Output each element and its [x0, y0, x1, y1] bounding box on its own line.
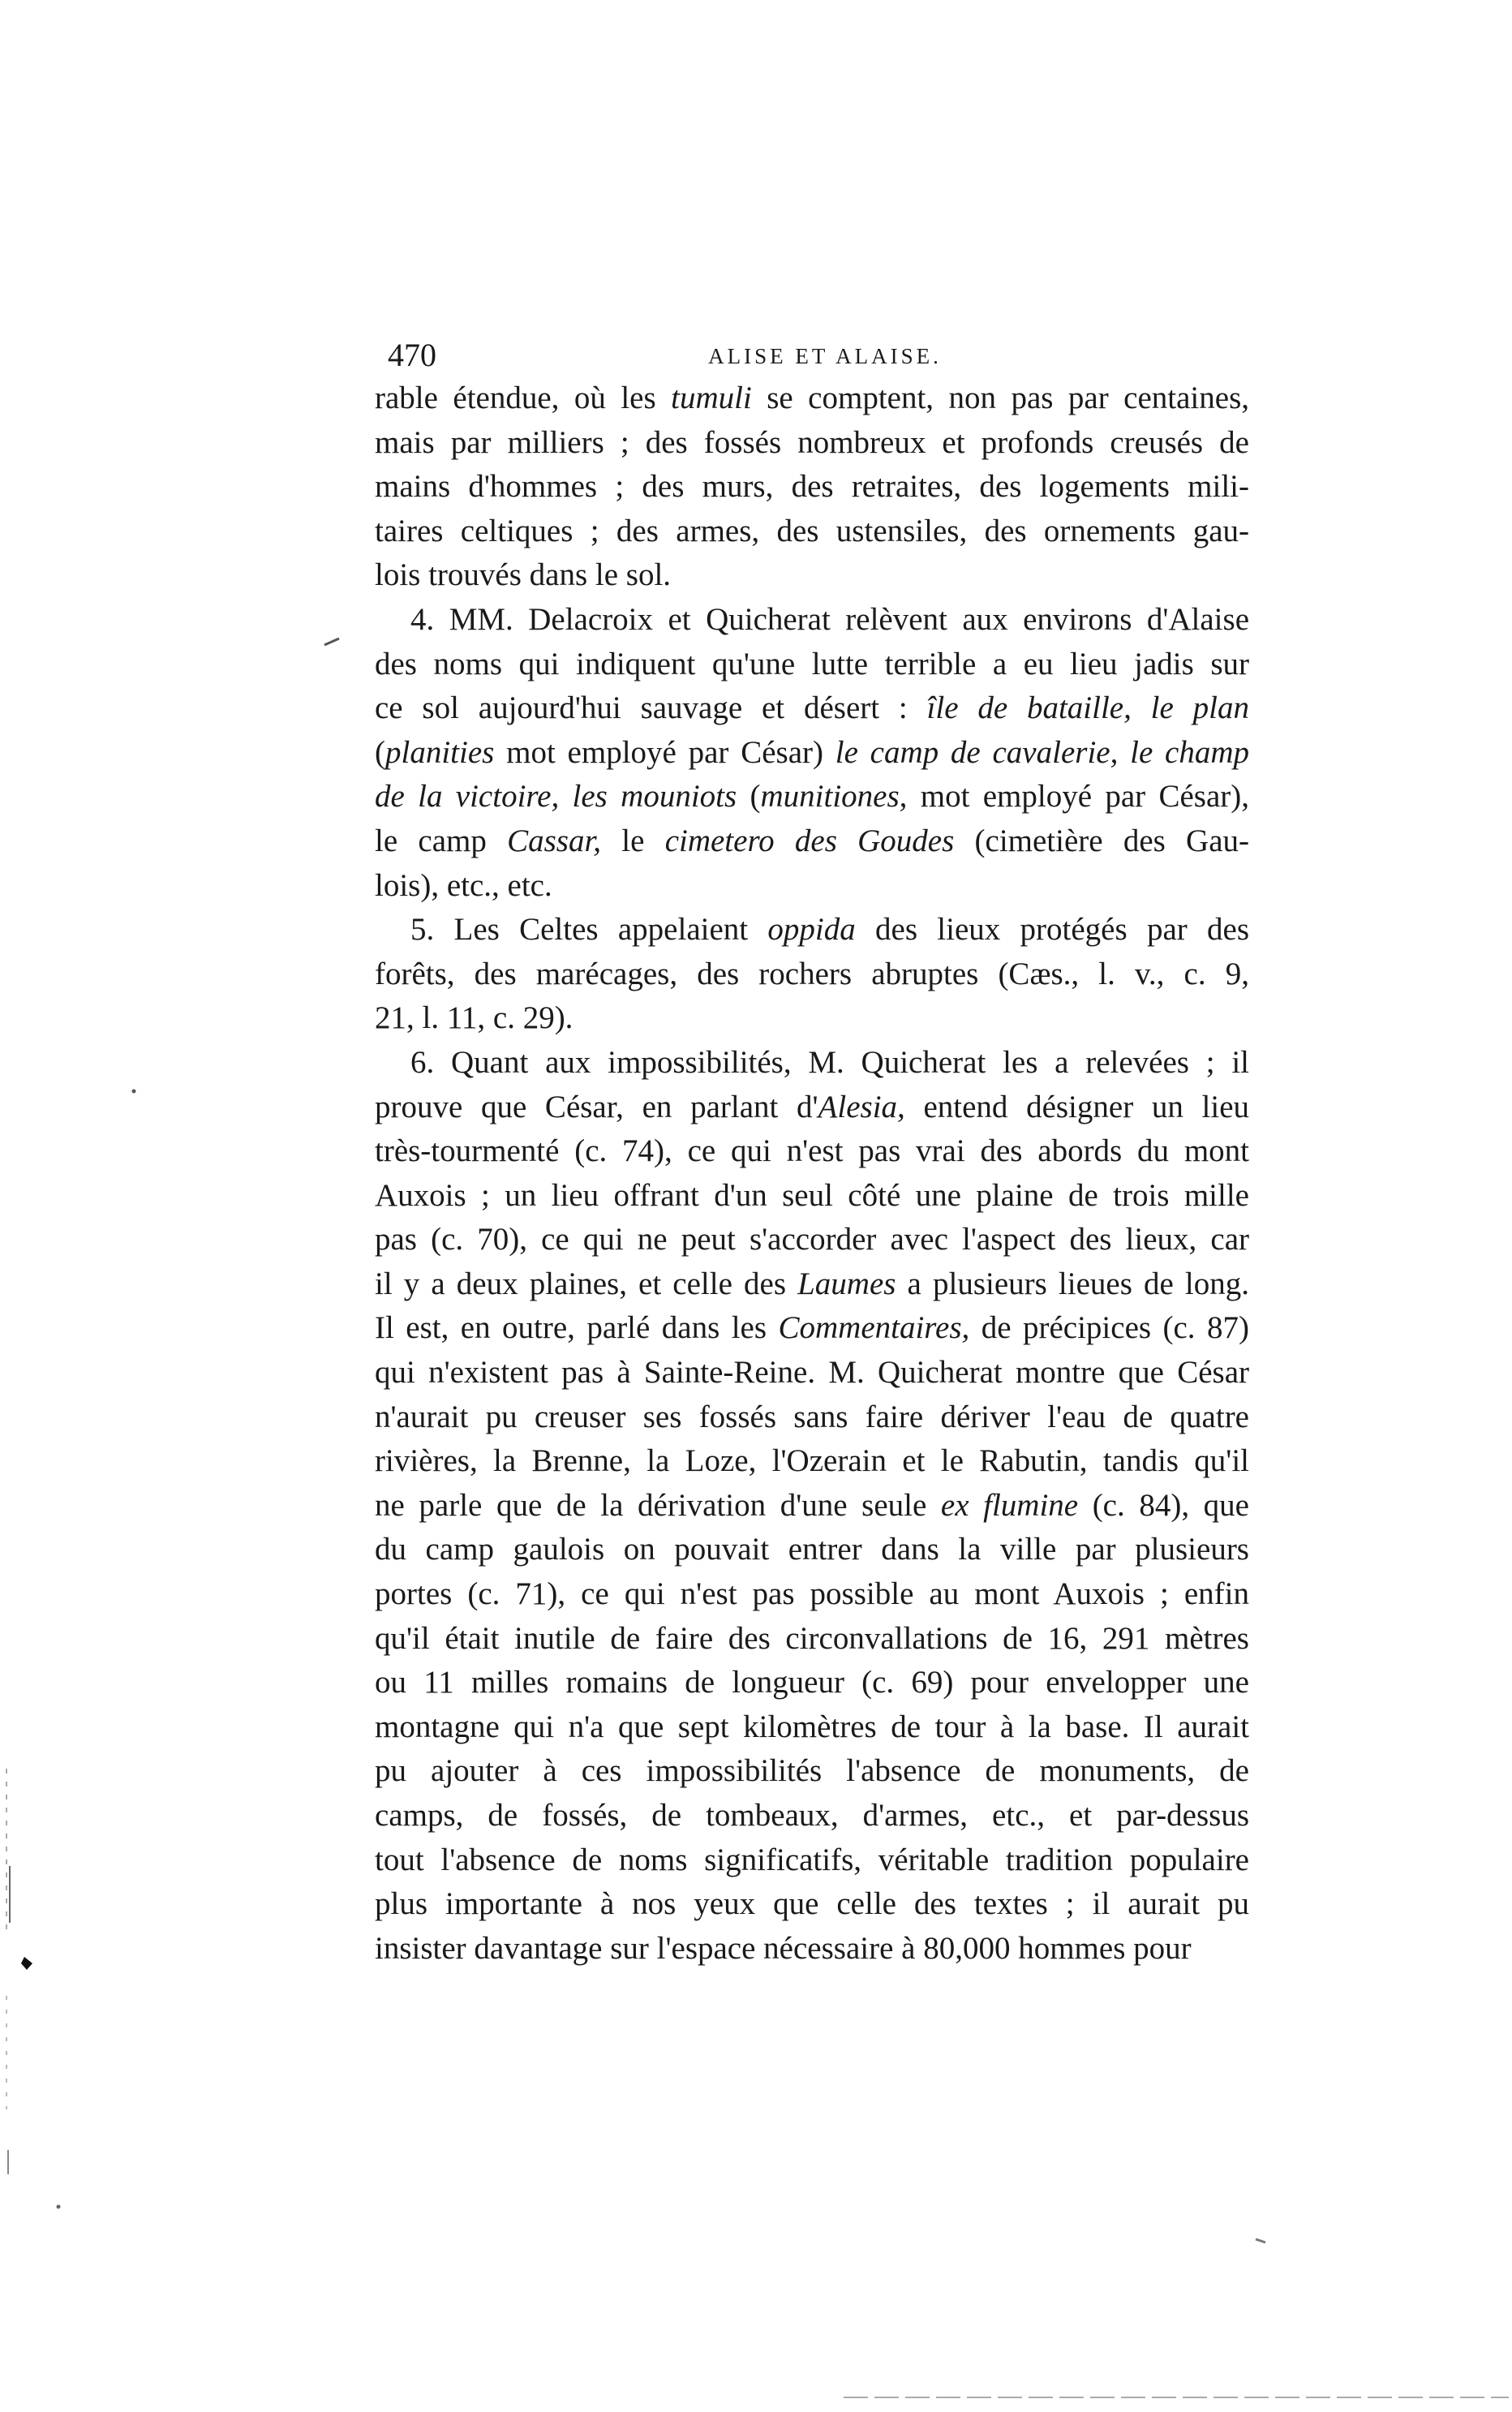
page-number: 470 [388, 337, 436, 373]
ink-blot [21, 1957, 32, 1970]
text-line [375, 1927, 1249, 1971]
text-line [375, 1882, 1249, 1927]
text-line [375, 643, 1249, 687]
text-span: rable étendue, où les [375, 381, 672, 415]
text-span: pas (c. 70), ce qui ne peut s'accorder avec l'aspect des lieux, car [375, 1222, 1249, 1258]
text-line [375, 1351, 1249, 1395]
text-line [375, 1838, 1249, 1883]
text-span: (c. 84), que [1078, 1487, 1249, 1523]
text-line [375, 686, 1249, 731]
text-span: portes (c. 71), ce qui n'est pas possible au mont Auxois ; enfin [375, 1576, 1249, 1612]
text-line [375, 509, 1249, 554]
body-text [375, 376, 1249, 1971]
text-span: qui n'existent pas à Sainte-Reine. M. Quicherat montre que César [375, 1355, 1249, 1391]
text-span: ( [375, 734, 385, 770]
speck-2 [57, 2205, 61, 2209]
text-line [375, 1749, 1249, 1794]
text-line [375, 908, 1249, 952]
text-line [375, 1617, 1249, 1662]
text-span: ( [737, 779, 761, 815]
text-span: rivières, la Brenne, la Loze, l'Ozerain et le Rabutin, tandis qu'il [375, 1443, 1249, 1479]
text-span: des lieux protégés par des [855, 912, 1249, 948]
text-span: du camp gaulois on pouvait entrer dans la ville par plusieurs [375, 1532, 1249, 1567]
text-span: 21, l. 11, c. 29). [375, 1000, 573, 1036]
text-span: ce sol aujourd'hui sauvage et désert : [375, 690, 927, 726]
text-span: insister davantage sur l'espace nécessaire à 80,000 hommes pour [375, 1930, 1192, 1966]
text-line [375, 1484, 1249, 1528]
italic-span: le camp de cavalerie, le champ [835, 734, 1249, 770]
text-span: lois trouvés dans le sol. [375, 557, 672, 593]
text-span: de précipices (c. 87) [969, 1310, 1249, 1346]
text-span: a plusieurs lieues de long. [896, 1266, 1249, 1301]
text-line [375, 1705, 1249, 1750]
text-line [375, 952, 1249, 997]
italic-span: tumuli [671, 381, 752, 415]
text-span: forêts, des marécages, des rochers abruptes (Cæs., l. v., c. 9, [375, 956, 1249, 991]
text-line [375, 1086, 1249, 1130]
text-span: Il est, en outre, parlé dans les [375, 1310, 779, 1346]
text-span: il y a deux plaines, et celle des [375, 1266, 798, 1301]
text-span: mot employé par César) [494, 734, 835, 770]
italic-span: Laumes [797, 1266, 896, 1301]
italic-span: ex flumine [940, 1487, 1079, 1523]
text-line [375, 864, 1249, 909]
text-line [375, 1174, 1249, 1219]
text-span: tout l'absence de noms significatifs, véritable tradition populaire [375, 1842, 1249, 1877]
text-span: ne parle que de la dérivation d'une seule [375, 1487, 941, 1523]
speck-3 [1256, 2239, 1265, 2242]
text-line [375, 1041, 1249, 1086]
text-span: le camp [375, 823, 508, 858]
text-line [375, 1794, 1249, 1838]
text-line [375, 421, 1249, 466]
text-span: (cimetière des Gau- [954, 823, 1249, 858]
text-span: mot employé par César), [907, 779, 1249, 815]
text-line [375, 996, 1249, 1041]
speck-1 [132, 1090, 136, 1094]
text-span: des noms qui indiquent qu'une lutte terrible a eu lieu jadis sur [375, 646, 1249, 681]
text-line [375, 465, 1249, 509]
text-span: lois), etc., etc. [375, 867, 552, 903]
text-line [375, 1129, 1249, 1174]
text-span: pu ajouter à ces impossibilités l'absence de monuments, de [375, 1753, 1249, 1789]
text-line [375, 731, 1249, 776]
italic-span: Cassar, [507, 823, 602, 858]
text-line [375, 1439, 1249, 1484]
text-span: qu'il était inutile de faire des circonvallations de 16, 291 mètres [375, 1620, 1249, 1656]
text-span: camps, de fossés, de tombeaux, d'armes, etc., et par-dessus [375, 1798, 1249, 1833]
text-line [375, 1661, 1249, 1705]
italic-span: Alesia, [818, 1089, 905, 1124]
text-line [375, 598, 1249, 643]
text-span: prouve que César, en parlant d' [375, 1089, 818, 1124]
text-span: Auxois ; un lieu offrant d'un seul côté une plaine de trois mille [375, 1177, 1249, 1213]
text-span: mains d'hommes ; des murs, des retraites, des logements mili- [375, 469, 1249, 505]
text-span: très-tourmenté (c. 74), ce qui n'est pas vrai des abords du mont [375, 1133, 1249, 1169]
italic-span: Commentaires, [778, 1310, 970, 1346]
ink-mark-left [324, 638, 339, 645]
text-span: 6. Quant aux impossibilités, M. Quicherat les a relevées ; il [410, 1044, 1249, 1080]
running-title: ALISE ET ALAISE. [708, 344, 942, 368]
text-line [375, 1262, 1249, 1307]
text-line [375, 553, 1249, 598]
text-span: se comptent, non pas par centaines, [751, 381, 1249, 415]
text-span: 4. MM. Delacroix et Quicherat relèvent aux environs d'Alaise [410, 601, 1249, 637]
text-line [375, 376, 1249, 421]
text-span: 5. Les Celtes appelaient [410, 912, 768, 948]
text-span: le [601, 823, 665, 858]
text-line [375, 1528, 1249, 1572]
italic-span: oppida [767, 912, 856, 948]
text-span: montagne qui n'a que sept kilomètres de tour à la base. Il aurait [375, 1709, 1249, 1744]
text-line [375, 1218, 1249, 1262]
text-line [375, 775, 1249, 819]
text-span: plus importante à nos yeux que celle des textes ; il aurait pu [375, 1886, 1249, 1922]
text-span: taires celtiques ; des armes, des ustensiles, des ornements gau- [375, 513, 1249, 548]
text-span: entend désigner un lieu [904, 1089, 1249, 1124]
text-line [375, 1572, 1249, 1617]
text-line [375, 1306, 1249, 1351]
italic-span: de la victoire, les mouniots [375, 779, 737, 815]
text-line [375, 1395, 1249, 1440]
text-span: n'aurait pu creuser ses fossés sans faire dériver l'eau de quatre [375, 1399, 1249, 1434]
text-span: mais par milliers ; des fossés nombreux et profonds creusés de [375, 424, 1249, 460]
text-line [375, 819, 1249, 864]
running-head [388, 333, 1262, 381]
text-span: ou 11 milles romains de longueur (c. 69) pour envelopper une [375, 1665, 1249, 1700]
italic-span: planities [385, 734, 495, 770]
italic-span: île de bataille, le plan [926, 690, 1249, 726]
italic-span: cimetero des Goudes [664, 823, 955, 858]
italic-span: munitiones, [760, 779, 908, 815]
